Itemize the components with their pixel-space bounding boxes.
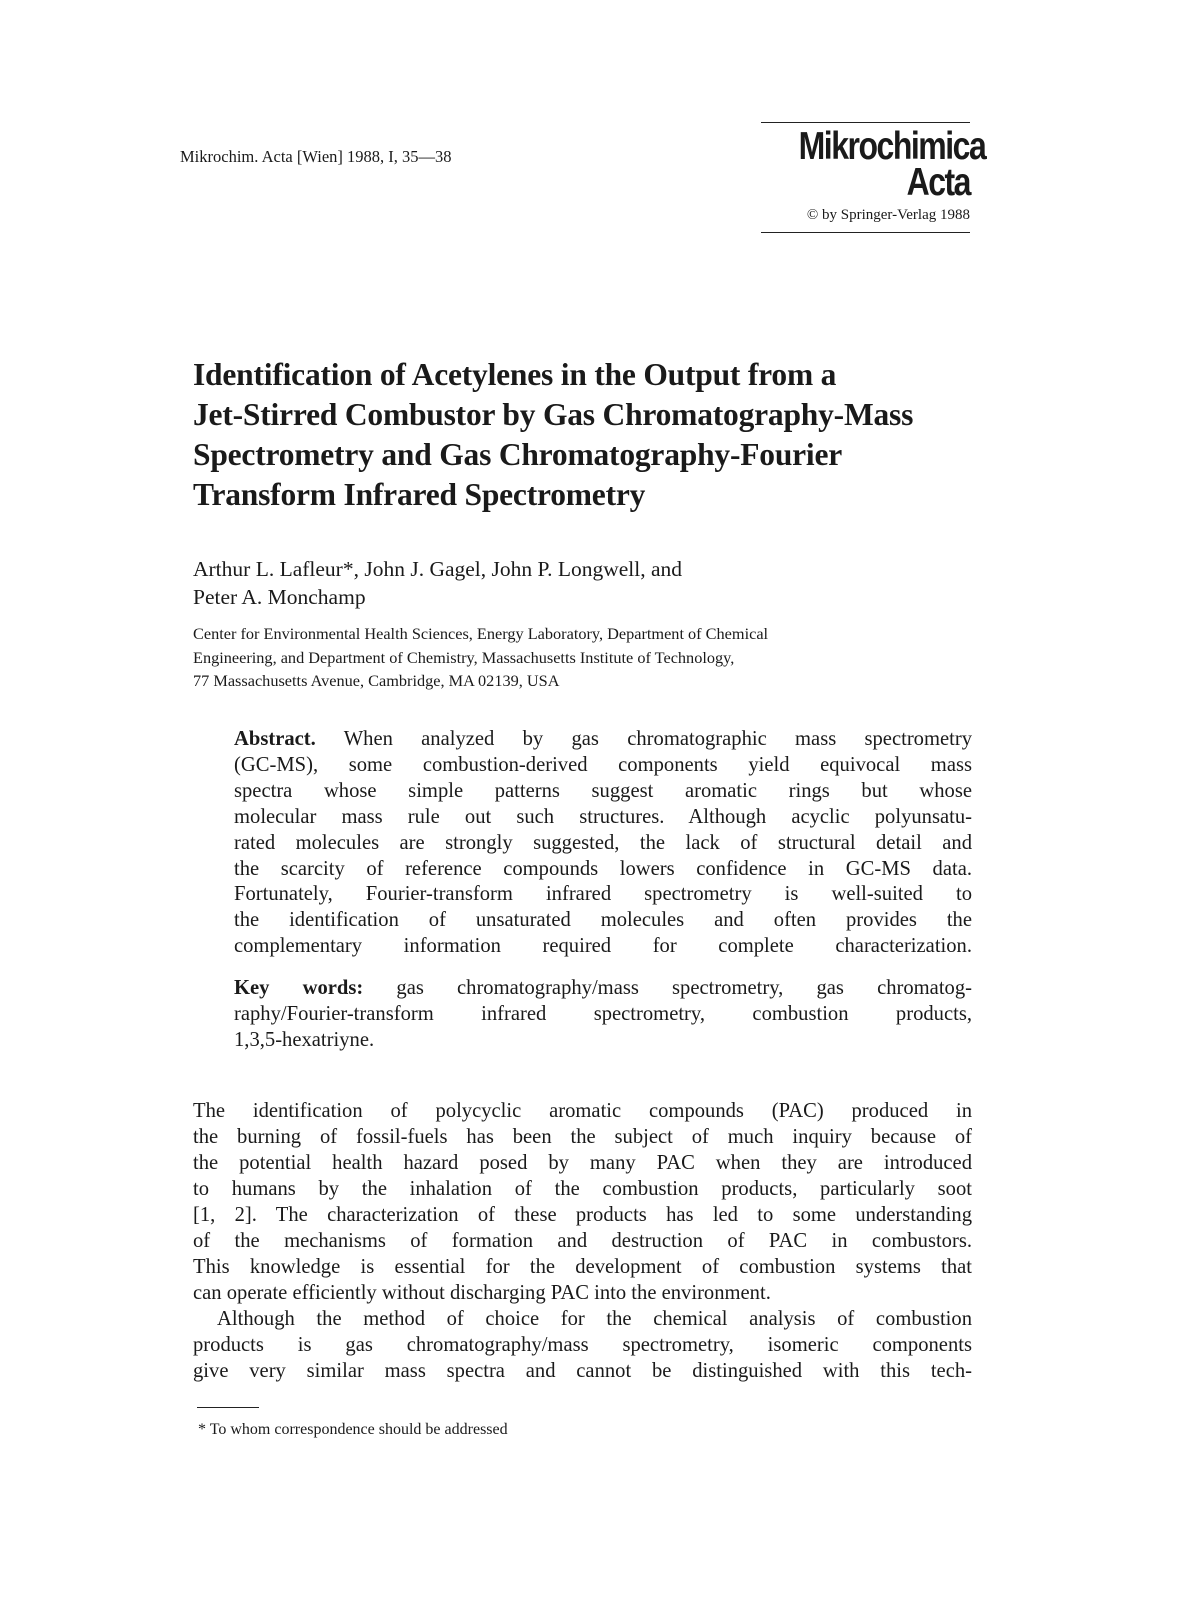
body-line: [1, 2]. The characterization of these products has led to some understanding bbox=[193, 1204, 972, 1226]
body-line: The identification of polycyclic aromatic compounds (PAC) produced in bbox=[193, 1100, 972, 1122]
body-line: the burning of fossil-fuels has been the subject of much inquiry because of bbox=[193, 1126, 972, 1148]
author-list bbox=[193, 555, 953, 611]
keywords-line: gas chromatography/mass spectrometry, gas chromatog- bbox=[396, 977, 972, 999]
affiliation-line: Center for Environmental Health Sciences, Energy Laboratory, Department of Chemical bbox=[193, 624, 769, 643]
keywords-first-line bbox=[234, 976, 972, 1002]
keywords-line: 1,3,5-hexatriyne. bbox=[234, 1028, 375, 1051]
journal-citation: Mikrochim. Acta [Wien] 1988, I, 35—38 bbox=[180, 147, 452, 166]
body-line: the potential health hazard posed by many PAC when they are introduced bbox=[193, 1152, 972, 1174]
body-line: This knowledge is essential for the development of combustion systems that bbox=[193, 1256, 972, 1278]
key-words bbox=[234, 976, 972, 1054]
copyright-notice: © by Springer-Verlag 1988 bbox=[806, 207, 970, 223]
body-line: products is gas chromatography/mass spectrometry, isomeric components bbox=[193, 1334, 972, 1356]
footnote: * To whom correspondence should be addressed bbox=[198, 1421, 508, 1438]
body-line: Although the method of choice for the chemical analysis of combustion bbox=[217, 1308, 972, 1330]
body-line: give very similar mass spectra and cannot be distinguished with this tech- bbox=[193, 1360, 972, 1382]
authors-line: Arthur L. Lafleur*, John J. Gagel, John P. Longwell, and bbox=[193, 557, 683, 581]
footnote-rule bbox=[197, 1407, 259, 1408]
affiliation-line: Engineering, and Department of Chemistry, Massachusetts Institute of Technology, bbox=[193, 647, 735, 667]
abstract-label: Abstract. bbox=[234, 728, 316, 750]
abstract-line: Fortunately, Fourier-transform infrared spectrometry is well-suited to bbox=[234, 883, 972, 906]
body-line: of the mechanisms of formation and destruction of PAC in combustors. bbox=[193, 1230, 972, 1252]
abstract-line: the identification of unsaturated molecules and often provides the bbox=[234, 909, 972, 932]
journal-logo-block bbox=[761, 122, 986, 233]
abstract-line: the scarcity of reference compounds lowers confidence in GC-MS data. bbox=[234, 857, 972, 880]
title-line: Spectrometry and Gas Chromatography-Fourier bbox=[193, 437, 843, 472]
abstract-line: spectra whose simple patterns suggest aromatic rings but whose bbox=[234, 779, 972, 802]
abstract-line: molecular mass rule out such structures. Although acyclic polyunsatu- bbox=[234, 805, 972, 828]
journal-logo-line-1: Mikrochimica bbox=[798, 125, 986, 168]
keywords-label: Key words: bbox=[234, 977, 364, 999]
logo-rule-top bbox=[761, 122, 970, 123]
body-text bbox=[193, 1098, 972, 1384]
affiliation-line: 77 Massachusetts Avenue, Cambridge, MA 02139, USA bbox=[193, 671, 560, 690]
abstract-line: When analyzed by gas chromatographic mass spectrometry bbox=[343, 728, 973, 750]
abstract-line: (GC-MS), some combustion-derived components yield equivocal mass bbox=[234, 753, 972, 776]
article-title bbox=[193, 355, 983, 515]
title-line: Jet-Stirred Combustor by Gas Chromatography-Mass bbox=[193, 397, 914, 432]
abstract-line: complementary information required for complete characterization. bbox=[234, 935, 972, 958]
body-line: to humans by the inhalation of the combustion products, particularly soot bbox=[193, 1178, 972, 1200]
abstract-first-line bbox=[234, 727, 972, 753]
title-line: Transform Infrared Spectrometry bbox=[193, 477, 646, 512]
authors-line: Peter A. Monchamp bbox=[193, 585, 366, 609]
abstract-line: rated molecules are strongly suggested, the lack of structural detail and bbox=[234, 831, 972, 854]
logo-rule-bottom bbox=[761, 232, 970, 233]
journal-logo-line-2: Acta bbox=[906, 161, 970, 204]
abstract bbox=[234, 727, 972, 960]
title-line: Identification of Acetylenes in the Output from a bbox=[193, 357, 837, 392]
body-line: can operate efficiently without discharging PAC into the environment. bbox=[193, 1282, 771, 1304]
affiliation bbox=[193, 622, 963, 693]
keywords-line: raphy/Fourier-transform infrared spectrometry, combustion products, bbox=[234, 1002, 972, 1025]
